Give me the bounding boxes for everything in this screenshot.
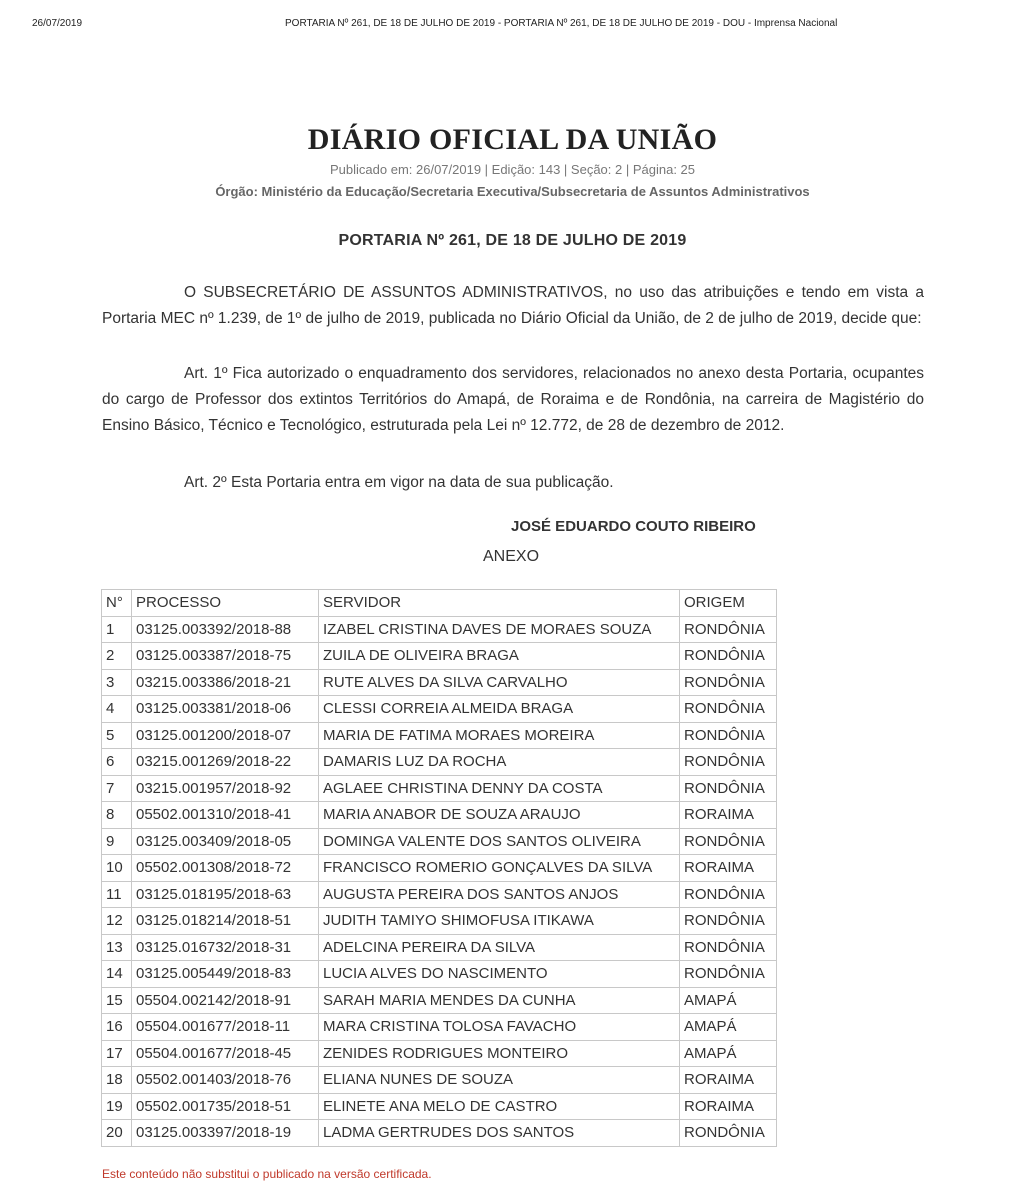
table-row [102, 961, 777, 988]
print-header [0, 18, 1025, 30]
cell-servidor: LUCIA ALVES DO NASCIMENTO [319, 961, 680, 988]
annex-table-body [102, 616, 777, 1146]
cell-number: 9 [102, 828, 132, 855]
cell-servidor: MARIA ANABOR DE SOUZA ARAUJO [319, 802, 680, 829]
cell-processo: 05504.001677/2018-45 [132, 1040, 319, 1067]
cell-origem: RORAIMA [680, 855, 777, 882]
orgao-line: Órgão: Ministério da Educação/Secretaria Executiva/Subsecretaria de Assuntos Administrativos [215, 184, 810, 199]
cell-origem: RORAIMA [680, 1067, 777, 1094]
header-origem: ORIGEM [680, 590, 777, 617]
cell-servidor: CLESSI CORREIA ALMEIDA BRAGA [319, 696, 680, 723]
cell-processo: 03125.003392/2018-88 [132, 616, 319, 643]
cell-number: 8 [102, 802, 132, 829]
table-row [102, 908, 777, 935]
table-row [102, 775, 777, 802]
paragraph-article-1: Art. 1º Fica autorizado o enquadramento dos servidores, relacionados no anexo desta Portaria, ocupantes do cargo de Professor dos extintos Territórios do Amapá, de Roraima e de Rondônia, na carreira de Magistério do Ensino Básico, Técnico e Tecnológico, estruturada pela Lei nº 12.772, de 28 de dezembro de 2012. [102, 365, 924, 434]
cell-servidor: AGLAEE CHRISTINA DENNY DA COSTA [319, 775, 680, 802]
cell-origem: RONDÔNIA [680, 722, 777, 749]
cell-origem: RONDÔNIA [680, 934, 777, 961]
cell-processo: 03125.003397/2018-19 [132, 1120, 319, 1147]
table-row [102, 802, 777, 829]
cell-processo: 03125.005449/2018-83 [132, 961, 319, 988]
cell-origem: RONDÔNIA [680, 961, 777, 988]
cell-processo: 03125.003381/2018-06 [132, 696, 319, 723]
cell-number: 15 [102, 987, 132, 1014]
header-processo: PROCESSO [132, 590, 319, 617]
cell-origem: RONDÔNIA [680, 1120, 777, 1147]
cell-processo: 05502.001308/2018-72 [132, 855, 319, 882]
cell-origem: AMAPÁ [680, 1014, 777, 1041]
cell-processo: 03215.001957/2018-92 [132, 775, 319, 802]
annex-title: ANEXO [483, 548, 540, 565]
cell-number: 7 [102, 775, 132, 802]
cell-processo: 03125.003387/2018-75 [132, 643, 319, 670]
masthead: DIÁRIO OFICIAL DA UNIÃO [307, 123, 718, 156]
cell-processo: 03125.003409/2018-05 [132, 828, 319, 855]
cell-servidor: MARIA DE FATIMA MORAES MOREIRA [319, 722, 680, 749]
cell-processo: 03215.001269/2018-22 [132, 749, 319, 776]
table-row [102, 1067, 777, 1094]
cell-processo: 03125.018195/2018-63 [132, 881, 319, 908]
cell-number: 12 [102, 908, 132, 935]
cell-servidor: ZUILA DE OLIVEIRA BRAGA [319, 643, 680, 670]
cell-origem: RONDÔNIA [680, 696, 777, 723]
cell-processo: 03125.016732/2018-31 [132, 934, 319, 961]
cell-origem: RONDÔNIA [680, 775, 777, 802]
cell-origem: RONDÔNIA [680, 643, 777, 670]
cell-processo: 03215.003386/2018-21 [132, 669, 319, 696]
cell-number: 2 [102, 643, 132, 670]
cell-servidor: ADELCINA PEREIRA DA SILVA [319, 934, 680, 961]
cell-servidor: JUDITH TAMIYO SHIMOFUSA ITIKAWA [319, 908, 680, 935]
table-header-row [102, 590, 777, 617]
cell-servidor: AUGUSTA PEREIRA DOS SANTOS ANJOS [319, 881, 680, 908]
cell-origem: RORAIMA [680, 1093, 777, 1120]
cell-number: 5 [102, 722, 132, 749]
table-row [102, 749, 777, 776]
cell-number: 11 [102, 881, 132, 908]
paragraph-preamble: O SUBSECRETÁRIO DE ASSUNTOS ADMINISTRATIVOS, no uso das atribuições e tendo em vista a Portaria MEC nº 1.239, de 1º de julho de 2019, publicada no Diário Oficial da União, de 2 de julho de 2019, decide que: [102, 284, 924, 327]
cell-number: 17 [102, 1040, 132, 1067]
cell-origem: RONDÔNIA [680, 828, 777, 855]
cell-servidor: MARA CRISTINA TOLOSA FAVACHO [319, 1014, 680, 1041]
annex-table [101, 589, 777, 1147]
cell-servidor: DOMINGA VALENTE DOS SANTOS OLIVEIRA [319, 828, 680, 855]
table-row [102, 722, 777, 749]
table-row [102, 1093, 777, 1120]
cell-processo: 03125.018214/2018-51 [132, 908, 319, 935]
table-row [102, 828, 777, 855]
table-row [102, 616, 777, 643]
cell-number: 20 [102, 1120, 132, 1147]
print-page-title: PORTARIA Nº 261, DE 18 DE JULHO DE 2019 - PORTARIA Nº 261, DE 18 DE JULHO DE 2019 - DOU - Imprensa Nacional [285, 18, 838, 29]
cell-servidor: IZABEL CRISTINA DAVES DE MORAES SOUZA [319, 616, 680, 643]
cell-number: 3 [102, 669, 132, 696]
cell-origem: AMAPÁ [680, 987, 777, 1014]
document-title: PORTARIA Nº 261, DE 18 DE JULHO DE 2019 [338, 232, 687, 249]
cell-processo: 05502.001403/2018-76 [132, 1067, 319, 1094]
cell-number: 10 [102, 855, 132, 882]
cell-servidor: ELIANA NUNES DE SOUZA [319, 1067, 680, 1094]
cell-origem: RONDÔNIA [680, 908, 777, 935]
header-servidor: SERVIDOR [319, 590, 680, 617]
cell-number: 16 [102, 1014, 132, 1041]
cell-servidor: RUTE ALVES DA SILVA CARVALHO [319, 669, 680, 696]
cell-processo: 05502.001735/2018-51 [132, 1093, 319, 1120]
cell-origem: AMAPÁ [680, 1040, 777, 1067]
table-row [102, 696, 777, 723]
cell-number: 14 [102, 961, 132, 988]
cell-origem: RONDÔNIA [680, 749, 777, 776]
publication-info: Publicado em: 26/07/2019 | Edição: 143 | Seção: 2 | Página: 25 [330, 162, 695, 177]
cell-number: 13 [102, 934, 132, 961]
print-date: 26/07/2019 [32, 18, 83, 29]
cell-origem: RONDÔNIA [680, 881, 777, 908]
paragraph-article-2: Art. 2º Esta Portaria entra em vigor na data de sua publicação. [184, 474, 614, 491]
cell-number: 18 [102, 1067, 132, 1094]
cell-origem: RORAIMA [680, 802, 777, 829]
cell-number: 19 [102, 1093, 132, 1120]
cell-servidor: ZENIDES RODRIGUES MONTEIRO [319, 1040, 680, 1067]
cell-servidor: SARAH MARIA MENDES DA CUNHA [319, 987, 680, 1014]
table-row [102, 1014, 777, 1041]
cell-processo: 05502.001310/2018-41 [132, 802, 319, 829]
cell-processo: 05504.001677/2018-11 [132, 1014, 319, 1041]
signature: JOSÉ EDUARDO COUTO RIBEIRO [511, 518, 756, 535]
cell-servidor: FRANCISCO ROMERIO GONÇALVES DA SILVA [319, 855, 680, 882]
cell-servidor: DAMARIS LUZ DA ROCHA [319, 749, 680, 776]
cell-servidor: LADMA GERTRUDES DOS SANTOS [319, 1120, 680, 1147]
disclaimer: Este conteúdo não substitui o publicado na versão certificada. [102, 1167, 432, 1181]
table-row [102, 1040, 777, 1067]
table-row [102, 1120, 777, 1147]
table-row [102, 643, 777, 670]
table-row [102, 934, 777, 961]
cell-number: 4 [102, 696, 132, 723]
cell-processo: 03125.001200/2018-07 [132, 722, 319, 749]
cell-number: 1 [102, 616, 132, 643]
cell-processo: 05504.002142/2018-91 [132, 987, 319, 1014]
header-number: N° [102, 590, 132, 617]
table-row [102, 855, 777, 882]
table-row [102, 881, 777, 908]
cell-servidor: ELINETE ANA MELO DE CASTRO [319, 1093, 680, 1120]
cell-origem: RONDÔNIA [680, 669, 777, 696]
table-row [102, 669, 777, 696]
cell-origem: RONDÔNIA [680, 616, 777, 643]
table-row [102, 987, 777, 1014]
cell-number: 6 [102, 749, 132, 776]
